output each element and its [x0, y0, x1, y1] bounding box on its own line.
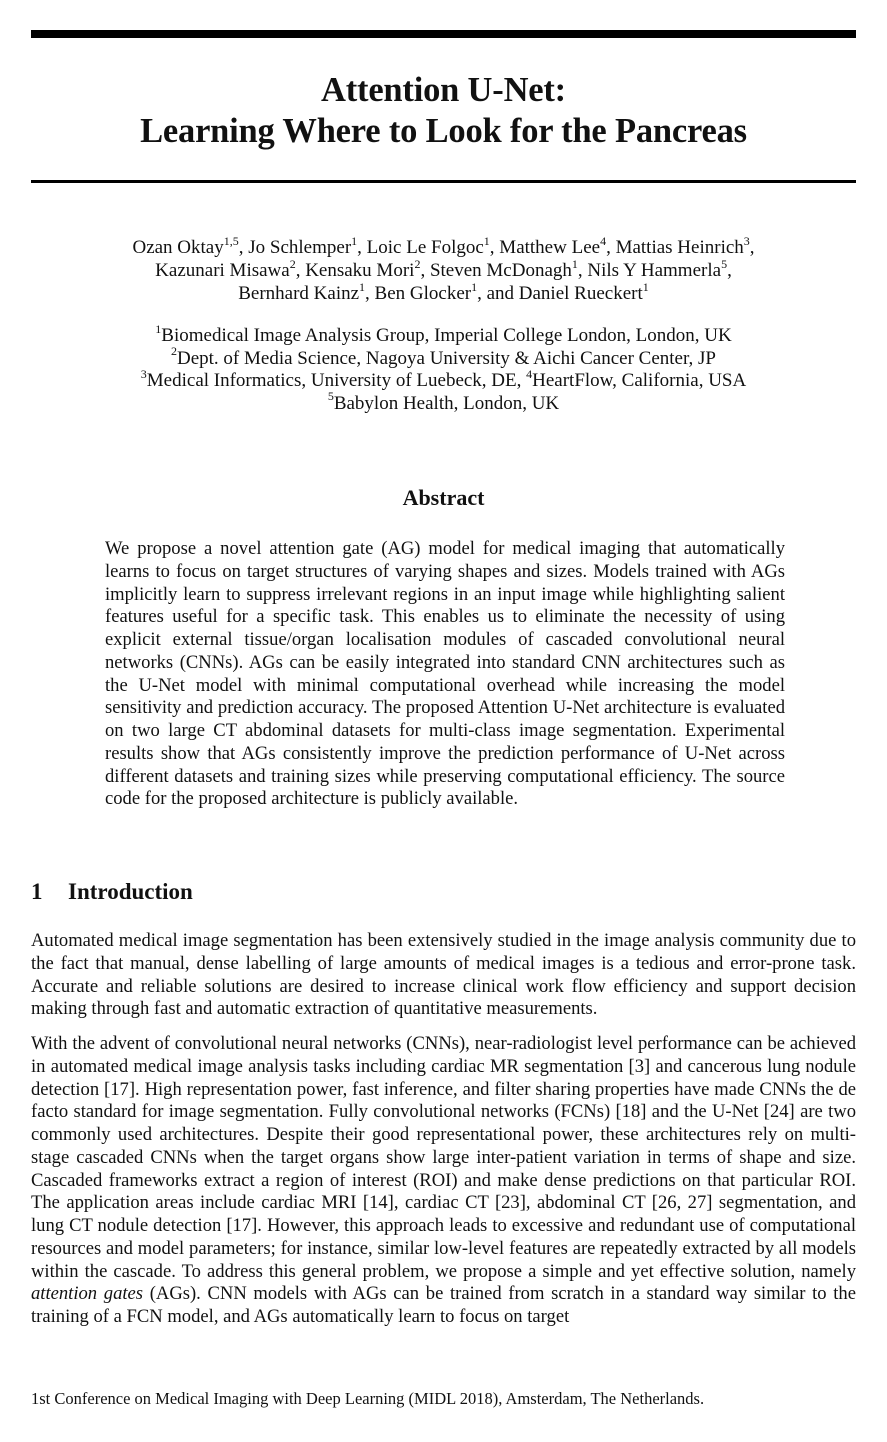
- affil-mark: 2: [170, 344, 177, 359]
- author-affil-mark: 2: [414, 256, 421, 271]
- paper-title: [31, 70, 856, 152]
- author-affil-mark: 1: [359, 279, 366, 294]
- section-heading: [31, 877, 193, 907]
- affil-text: Babylon Health, London, UK: [333, 392, 560, 414]
- author: Nils Y Hammerla: [587, 260, 722, 281]
- title-line-2: Learning Where to Look for the Pancreas: [140, 112, 747, 150]
- author: Ben Glocker: [374, 283, 472, 304]
- author-affil-mark: 1,5: [223, 233, 239, 248]
- paragraph-text: (AGs). CNN models with AGs can be trained from scratch in a standard way similar to the training of a FCN model, and AGs automatically learn to focus on target: [31, 1283, 856, 1327]
- author: Kazunari Misawa: [155, 260, 290, 281]
- author-affil-mark: 5: [721, 256, 728, 271]
- author-affil-mark: 1: [483, 233, 490, 248]
- affil-text: Biomedical Image Analysis Group, Imperial College London, London, UK: [161, 325, 732, 346]
- affil-text: Dept. of Media Science, Nagoya University & Aichi Cancer Center, JP: [176, 347, 716, 369]
- author: Steven McDonagh: [429, 260, 572, 281]
- affil-text: HeartFlow, California, USA: [532, 370, 747, 391]
- affil-mark: 3: [140, 366, 147, 381]
- author-affil-mark: 2: [289, 256, 296, 271]
- author: Loic Le Folgoc: [366, 237, 484, 258]
- author: Ozan Oktay: [132, 237, 224, 258]
- author-affil-mark: 1: [642, 279, 649, 294]
- top-rule: [31, 30, 856, 38]
- author: Jo Schlemper: [248, 237, 352, 258]
- title-line-1: Attention U-Net:: [321, 71, 566, 109]
- author-conjunction: and: [486, 283, 515, 304]
- paragraph-text: With the advent of convolutional neural networks (CNNs), near-radiologist level performance can be achieved in automated medical image analysis tasks including cardiac MR segmentation [3] and cancerous lung nodule detection [17]. High representation power, fast inference, and filter sharing properties have made CNNs the de facto standard for image segmentation. Fully convolutional networks (FCNs) [18] and the U-Net [24] are two commonly used architectures. Despite their good representational power, these architectures rely on multi-stage cascaded CNNs when the target organs show large inter-patient variation in terms of shape and size. Cascaded frameworks extract a region of interest (ROI) and make dense predictions on that particular ROI. The application areas include cardiac MRI [14], cardiac CT [23], abdominal CT [26, 27] segmentation, and lung CT nodule detection [17]. However, this approach leads to excessive and redundant use of computational resources and model parameters; for instance, similar low-level features are repeatedly extracted by all models within the cascade. To address this general problem, we propose a simple and yet effective solution, namely: [31, 1033, 856, 1282]
- author-affil-mark: 4: [600, 233, 607, 248]
- section-title: Introduction: [68, 879, 193, 904]
- author-affil-mark: 3: [743, 233, 750, 248]
- author: Mattias Heinrich: [615, 237, 744, 258]
- author: Kensaku Mori: [305, 260, 415, 281]
- intro-paragraph-2: [31, 1033, 856, 1329]
- author-affil-mark: 1: [571, 256, 578, 271]
- author: Bernhard Kainz: [238, 283, 360, 304]
- section-number: 1: [31, 879, 43, 904]
- affiliation: [60, 366, 827, 393]
- affiliation: [60, 389, 827, 416]
- emphasis-term: attention gates: [31, 1283, 144, 1305]
- affiliation: [60, 344, 827, 371]
- author-affil-mark: 1: [351, 233, 358, 248]
- affil-mark: 4: [526, 366, 533, 381]
- abstract-body: We propose a novel attention gate (AG) model for medical imaging that automatically learns to focus on target structures of varying shapes and sizes. Models trained with AGs implicitly learn to suppress irrelevant regions in an input image while highlighting salient features useful for a specific task. This enables us to eliminate the necessity of using explicit external tissue/organ localisation modules of cascaded convolutional neural networks (CNNs). AGs can be easily integrated into standard CNN architectures such as the U-Net model with minimal computational overhead while increasing the model sensitivity and prediction accuracy. The proposed Attention U-Net architecture is evaluated on two large CT abdominal datasets for multi-class image segmentation. Experimental results show that AGs consistently improve the prediction performance of U-Net across different datasets and training sizes while preserving computational efficiency. The source code for the proposed architecture is publicly available.: [105, 538, 785, 810]
- abstract-heading: Abstract: [402, 485, 485, 510]
- affil-text: Medical Informatics, University of Luebeck, DE,: [146, 370, 527, 391]
- affil-mark: 5: [327, 389, 334, 404]
- affiliation-list: [60, 321, 827, 415]
- author-list: Ozan Oktay$^{1,5}$, Jo Schlemper$^1$, Loic Le Folgoc$^1$, Matthew Lee$^4$, Mattias Heinrich$^3$, Kazunari Misawa$^2$, Kensaku Mori$^2$, Steven McDonagh$^1$, Nils Y Hammerla$^5$, Bernhard Kainz$^1$, Ben Glocker$^1$, and Daniel Rueckert$^1$: [132, 233, 755, 304]
- author: Matthew Lee: [499, 237, 601, 258]
- author-affil-mark: 1: [471, 279, 478, 294]
- conference-footnote: 1st Conference on Medical Imaging with Deep Learning (MIDL 2018), Amsterdam, The Netherlands.: [31, 1389, 705, 1408]
- author: Daniel Rueckert: [518, 283, 643, 304]
- affil-mark: 1: [155, 321, 162, 336]
- title-rule: [31, 180, 856, 183]
- intro-paragraph-1: Automated medical image segmentation has been extensively studied in the image analysis community due to the fact that manual, dense labelling of large amounts of medical images is a tedious and error-prone task. Accurate and reliable solutions are desired to increase clinical work flow efficiency and support decision making through fast and automatic extraction of quantitative measurements.: [31, 930, 856, 1020]
